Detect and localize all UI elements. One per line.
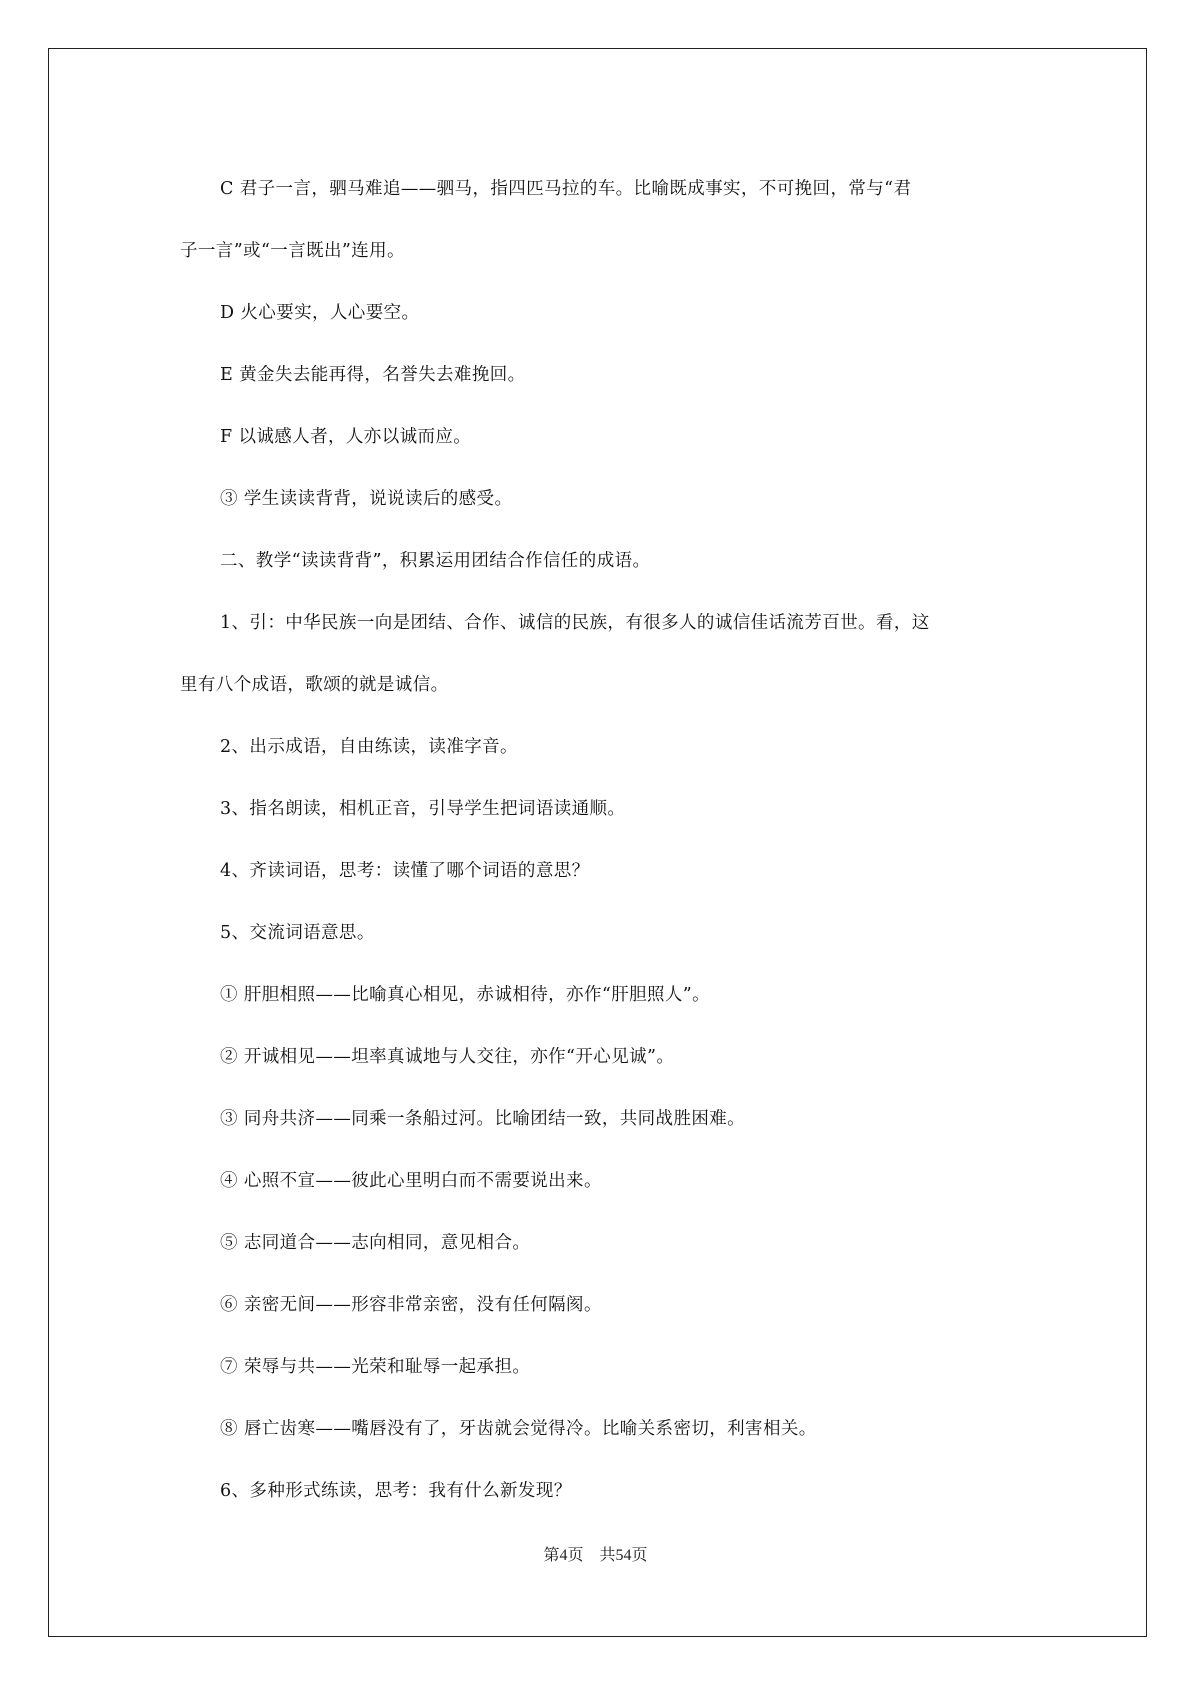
text-line: D 火心要实，人心要空。 (220, 303, 420, 323)
idiom-item: ⑤ 志同道合——志向相同，意见相合。 (220, 1233, 531, 1253)
text-line: 子一言”或“一言既出”连用。 (180, 241, 405, 261)
text-line: 6、多种形式练读，思考：我有什么新发现？ (220, 1481, 572, 1501)
page-total: 共54页 (599, 1547, 648, 1564)
idiom-item: ① 肝胆相照——比喻真心相见，赤诚相待，亦作“肝胆照人”。 (220, 985, 711, 1005)
idiom-item: ⑧ 唇亡齿寒——嘴唇没有了，牙齿就会觉得冷。比喻关系密切，利害相关。 (220, 1419, 817, 1439)
text-line: ③ 学生读读背背，说说读后的感受。 (220, 489, 513, 509)
idiom-item: ⑥ 亲密无间——形容非常亲密，没有任何隔阂。 (220, 1295, 602, 1315)
text-line: C 君子一言，驷马难追——驷马，指四匹马拉的车。比喻既成事实，不可挽回，常与“君 (220, 179, 912, 199)
text-line: E 黄金失去能再得，名誉失去难挽回。 (220, 365, 526, 385)
page-number: 第4页 (543, 1547, 584, 1564)
text-line: 1、引：中华民族一向是团结、合作、诚信的民族，有很多人的诚信佳话流芳百世。看，这 (220, 613, 930, 633)
text-line: 里有八个成语，歌颂的就是诚信。 (180, 675, 449, 695)
text-line: F 以诚感人者，人亦以诚而应。 (220, 427, 472, 447)
idiom-item: ② 开诚相见——坦率真诚地与人交往，亦作“开心见诚”。 (220, 1047, 675, 1067)
text-line: 2、出示成语，自由练读，读准字音。 (220, 737, 518, 757)
section-heading: 二、教学“读读背背”，积累运用团结合作信任的成语。 (220, 551, 651, 571)
idiom-item: ③ 同舟共济——同乘一条船过河。比喻团结一致，共同战胜困难。 (220, 1109, 746, 1129)
idiom-item: ⑦ 荣辱与共——光荣和耻辱一起承担。 (220, 1357, 531, 1377)
page-footer (0, 1542, 1191, 1565)
text-line: 4、齐读词语，思考：读懂了哪个词语的意思？ (220, 861, 590, 881)
text-line: 5、交流词语意思。 (220, 923, 375, 943)
text-line: 3、指名朗读，相机正音，引导学生把词语读通顺。 (220, 799, 626, 819)
idiom-item: ④ 心照不宣——彼此心里明白而不需要说出来。 (220, 1171, 602, 1191)
document-body (180, 158, 1020, 1522)
